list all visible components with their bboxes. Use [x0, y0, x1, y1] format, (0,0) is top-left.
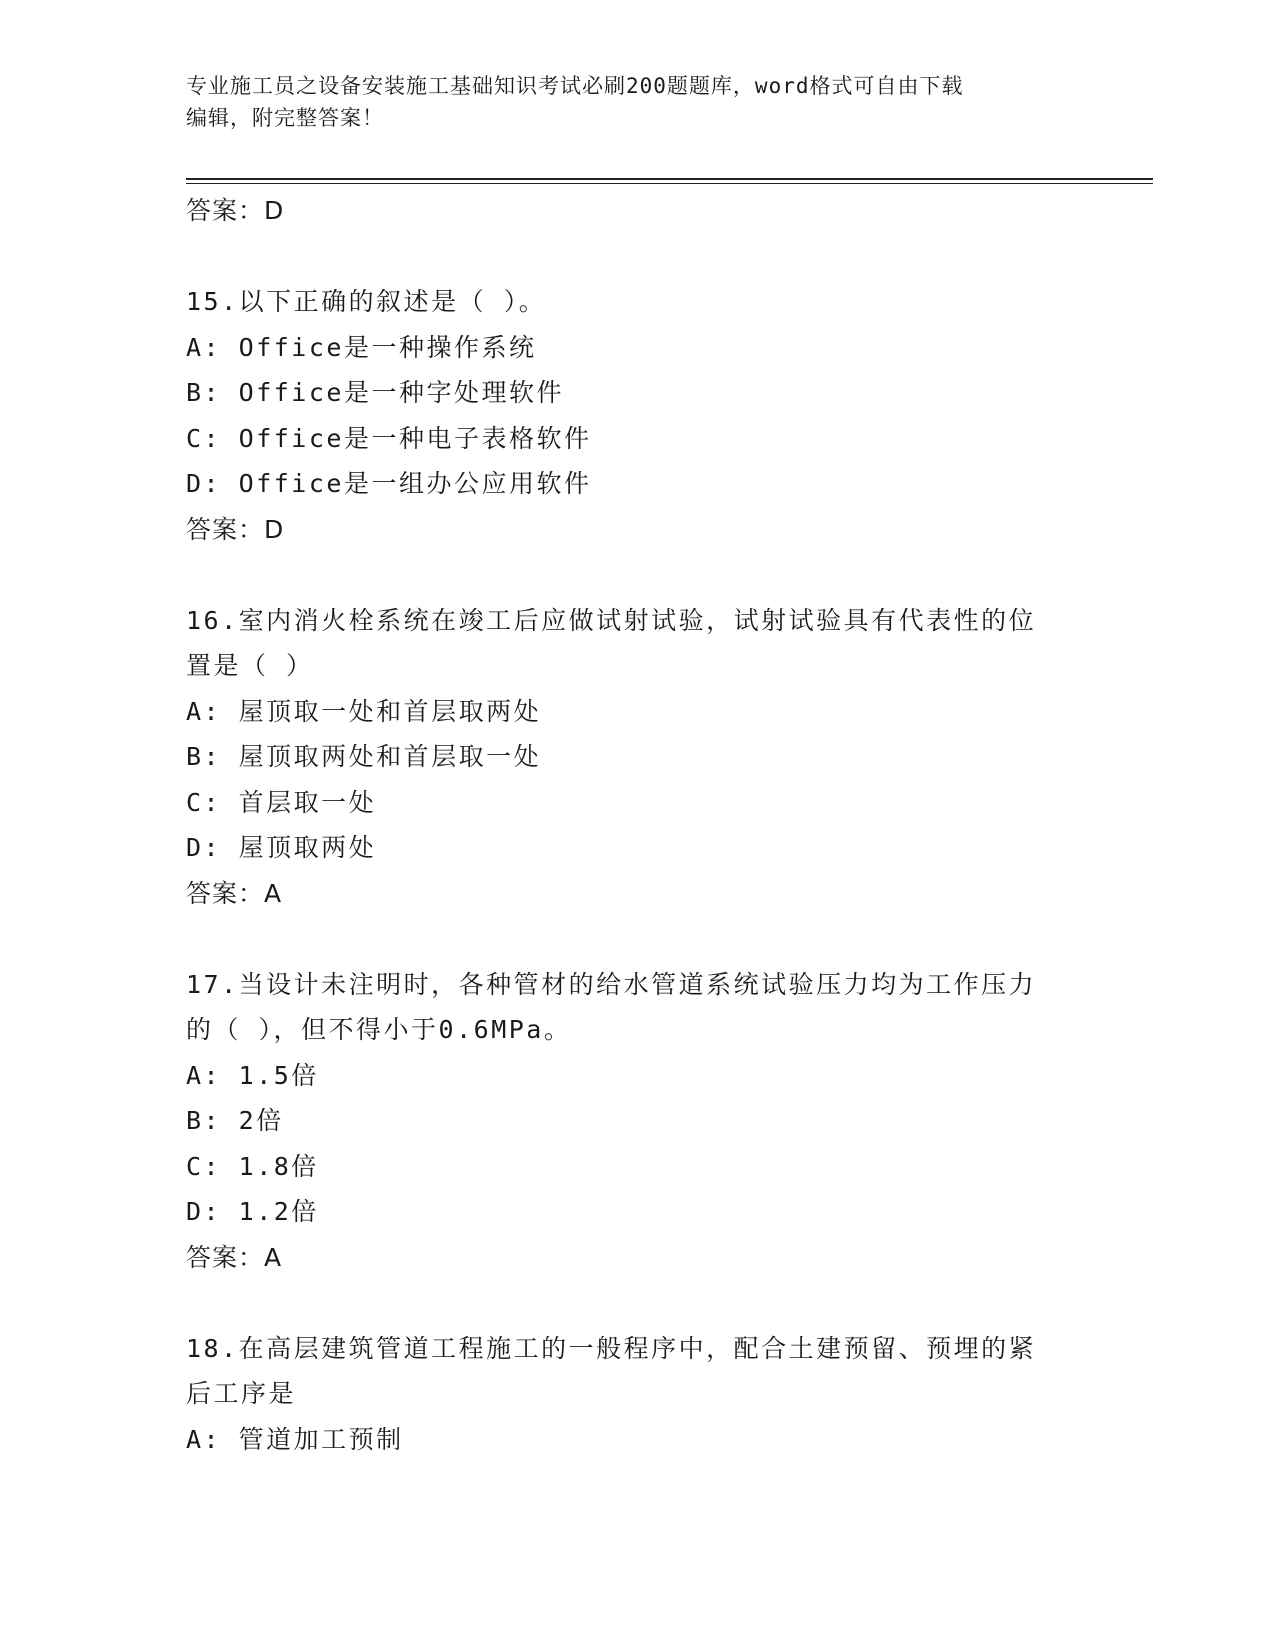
spacer: [186, 552, 1086, 598]
answer-value: D: [264, 196, 285, 225]
option-b: B: Office是一种字处理软件: [186, 378, 564, 407]
header-divider-thick: [186, 178, 1153, 180]
option-a: A: Office是一种操作系统: [186, 332, 537, 362]
answer-value: A: [264, 1242, 283, 1272]
spacer: [186, 1280, 1086, 1326]
option-b: B: 2倍: [186, 1106, 284, 1135]
option-c: C: Office是一种电子表格软件: [186, 423, 592, 453]
header-line-1: 专业施工员之设备安装施工基础知识考试必刷200题题库，word格式可自由下载: [186, 74, 964, 98]
option-a: A: 1.5倍: [186, 1060, 319, 1090]
spacer: [186, 916, 1086, 962]
question-text-line-1: 18.在高层建筑管道工程施工的一般程序中，配合土建预留、预埋的紧: [186, 1333, 1037, 1363]
question-text-line-2: 的（ ），但不得小于0.6MPa。: [186, 1015, 572, 1044]
question-text-line-2: 后工序是: [186, 1379, 297, 1408]
header-divider-thin: [186, 183, 1153, 184]
page-header: [186, 70, 1066, 134]
option-d: D: 1.2倍: [186, 1197, 319, 1226]
question-list: [186, 188, 1086, 1462]
answer-label: 答案：: [186, 514, 265, 544]
answer-label: 答案：: [186, 196, 265, 225]
option-d: D: 屋顶取两处: [186, 833, 377, 862]
answer-line: [186, 188, 1086, 234]
question-18: [186, 1326, 1086, 1463]
header-line-2: 编辑，附完整答案！: [186, 106, 384, 130]
option-c: C: 首层取一处: [186, 787, 377, 817]
option-a: A: 屋顶取一处和首层取两处: [186, 696, 542, 726]
question-text-line-1: 17.当设计未注明时，各种管材的给水管道系统试验压力均为工作压力: [186, 969, 1037, 999]
question-17: [186, 962, 1086, 1281]
answer-line: [186, 871, 1086, 917]
answer-value: A: [264, 878, 283, 908]
option-a: A: 管道加工预制: [186, 1424, 404, 1454]
option-c: C: 1.8倍: [186, 1151, 319, 1181]
option-b: B: 屋顶取两处和首层取一处: [186, 742, 542, 771]
answer-value: D: [264, 514, 285, 544]
question-text-line-2: 置是（ ）: [186, 651, 314, 680]
spacer: [186, 234, 1086, 280]
question-16: [186, 598, 1086, 917]
question-15: [186, 279, 1086, 552]
answer-label: 答案：: [186, 878, 265, 908]
answer-line: [186, 507, 1086, 553]
option-d: D: Office是一组办公应用软件: [186, 469, 592, 498]
question-text-line-1: 16.室内消火栓系统在竣工后应做试射试验，试射试验具有代表性的位: [186, 605, 1037, 635]
question-text: 15.以下正确的叙述是（ ）。: [186, 287, 547, 316]
answer-line: [186, 1235, 1086, 1281]
answer-label: 答案：: [186, 1242, 265, 1272]
